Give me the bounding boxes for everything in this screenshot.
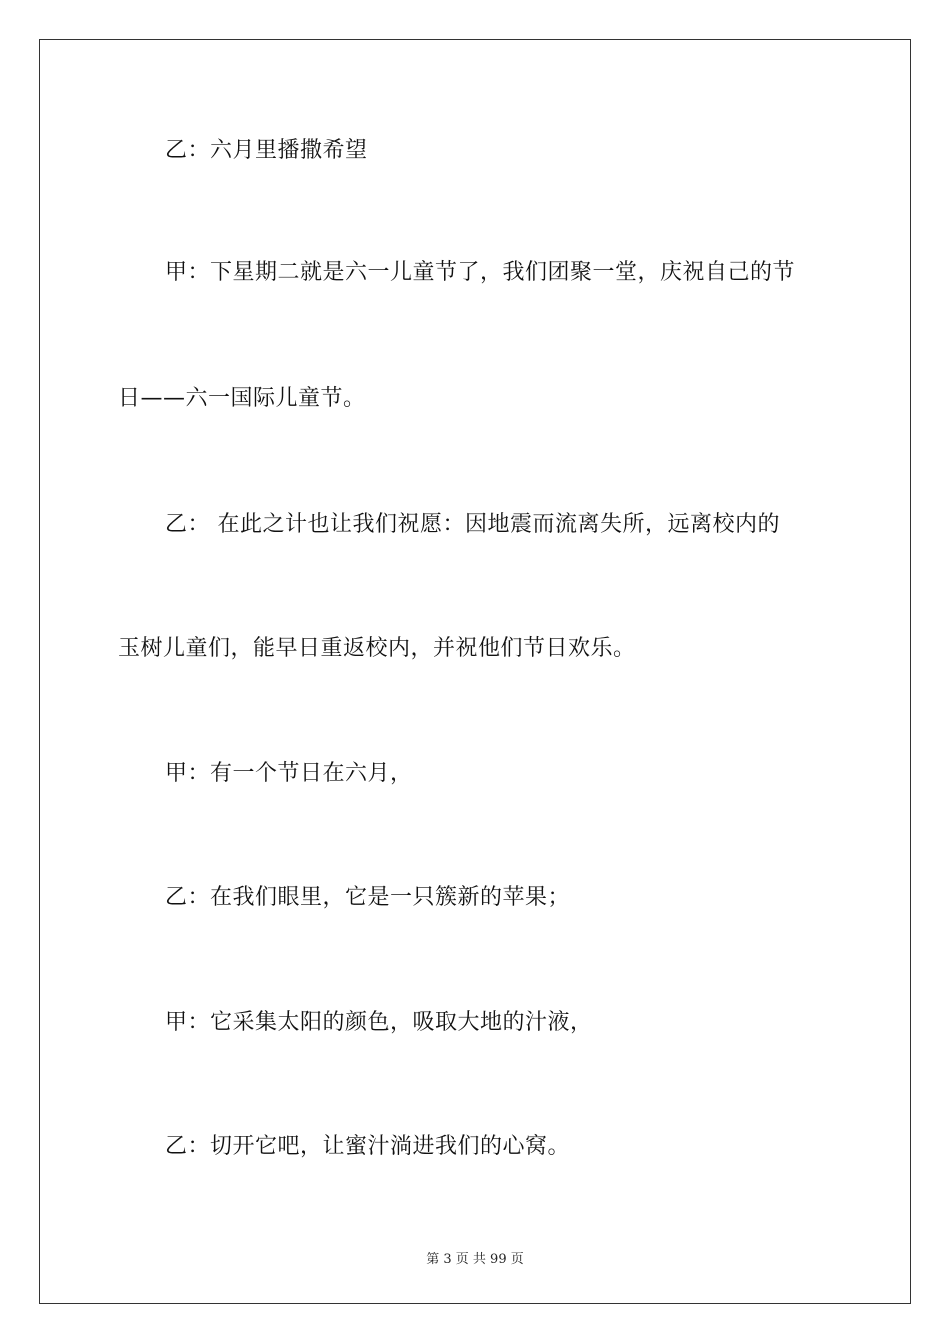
- dialogue-line: 乙： 在此之计也让我们祝愿：因地震而流离失所，远离校内的: [165, 512, 780, 537]
- page-border: [39, 39, 911, 1304]
- dialogue-line: 乙：六月里播撒希望: [165, 138, 368, 163]
- dialogue-line-continuation: 日——六一国际儿童节。: [118, 386, 366, 411]
- dialogue-line: 乙：在我们眼里，它是一只簇新的苹果；: [165, 885, 571, 910]
- dialogue-line-continuation: 玉树儿童们，能早日重返校内，并祝他们节日欢乐。: [118, 636, 636, 661]
- dialogue-line: 甲：它采集太阳的颜色，吸取大地的汁液，: [165, 1010, 593, 1035]
- dialogue-line: 乙：切开它吧，让蜜汁淌进我们的心窝。: [165, 1134, 571, 1159]
- dialogue-line: 甲：有一个节日在六月，: [165, 761, 413, 786]
- page-number-footer: 第 3 页 共 99 页: [426, 1252, 524, 1267]
- dialogue-line: 甲：下星期二就是六一儿童节了，我们团聚一堂，庆祝自己的节: [165, 260, 796, 285]
